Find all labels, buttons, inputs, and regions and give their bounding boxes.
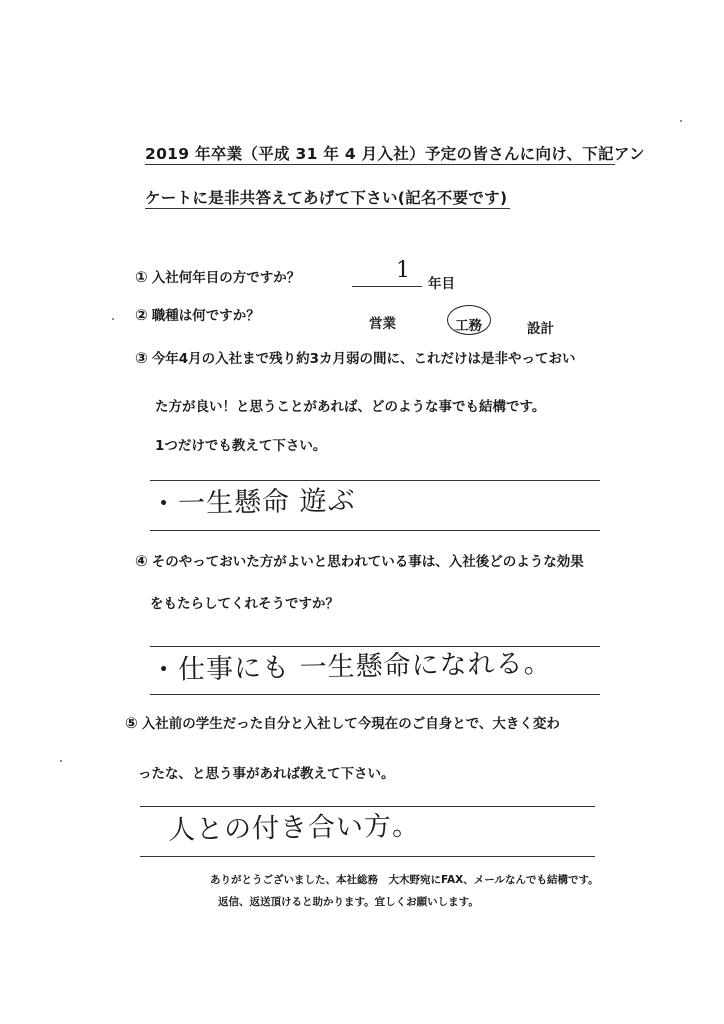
- question-3-line-1: [135, 347, 576, 367]
- option-sales: 営業: [369, 316, 396, 332]
- question-5-line-1: [125, 712, 560, 732]
- question-4-line-2: をもたらしてくれそうですか？: [150, 596, 339, 612]
- question-4-number: ④: [135, 552, 148, 570]
- question-4-line-1: [135, 550, 584, 570]
- question-2-number: ②: [135, 306, 148, 324]
- option-design: 設計: [527, 321, 554, 337]
- question-3-text-1: 今年4月の入社まで残り約3カ月弱の間に、これだけは是非やっておい: [151, 351, 576, 367]
- question-5-line-2: ったな、と思う事があれば教えて下さい。: [138, 766, 395, 782]
- question-3-line-2: た方が良い！と思うことがあれば、どのような事でも結構です。: [155, 399, 546, 415]
- selected-option-circle: [447, 305, 491, 335]
- question-2: [135, 304, 260, 324]
- question-1-suffix: 年目: [428, 276, 455, 292]
- scan-speck: [112, 318, 114, 320]
- question-1-answer: 1: [396, 258, 410, 283]
- question-1-number: ①: [135, 268, 148, 286]
- answer-5-line-bottom: [140, 856, 595, 857]
- option-construction: 工務: [455, 318, 482, 334]
- question-5-number: ⑤: [125, 714, 138, 732]
- header-line-2: ケートに是非共答えてあげて下さい(記名不要です): [145, 189, 508, 207]
- question-5-text-1: 入社前の学生だった自分と入社して今現在のご自身とで、大きく変わ: [141, 716, 560, 732]
- footer-line-1: ありがとうございました、本社総務 大木野宛にFAX、メールなんでも結構です。: [210, 874, 599, 886]
- question-1-answer-line: [352, 286, 422, 287]
- scan-speck: [680, 120, 682, 122]
- header-underline-2: [145, 208, 510, 209]
- answer-3-line-bottom: [150, 530, 600, 531]
- header-line-1: 2019 年卒業（平成 31 年 4 月入社）予定の皆さんに向け、下記アン: [145, 145, 645, 163]
- header-underline-1: [145, 164, 615, 165]
- question-1: [135, 266, 300, 286]
- question-2-text: 職種は何ですか？: [151, 308, 260, 324]
- question-1-text: 入社何年目の方ですか？: [151, 270, 301, 286]
- question-3-number: ③: [135, 349, 148, 367]
- footer-line-2: 返信、返送頂けると助かります。宜しくお願いします。: [218, 896, 479, 908]
- answer-4-handwriting: ・仕事にも 一生懸命になれる。: [149, 647, 552, 686]
- answer-4-line-bottom: [150, 694, 600, 695]
- answer-3-handwriting: ・一生懸命 遊ぶ: [149, 485, 356, 520]
- scan-speck: [60, 760, 62, 762]
- question-3-line-3: 1つだけでも教えて下さい。: [155, 438, 327, 454]
- question-4-text-1: そのやっておいた方がよいと思われている事は、入社後どのような効果: [151, 554, 584, 570]
- answer-5-handwriting: 人との付き合い方。: [167, 810, 421, 846]
